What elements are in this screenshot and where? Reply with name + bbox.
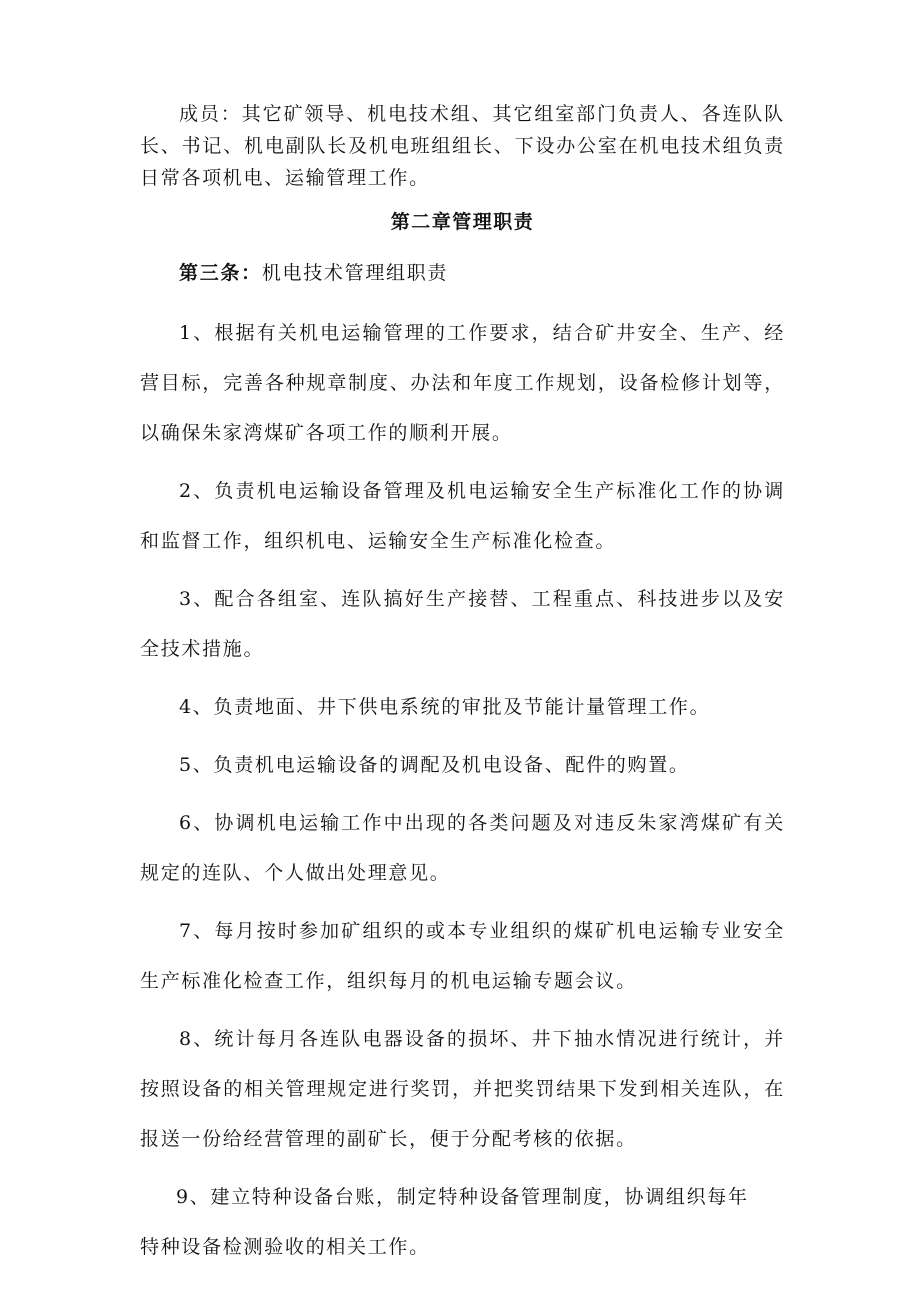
list-item: 2、负责机电运输设备管理及机电运输安全生产标准化工作的协调和监督工作，组织机电、运输安全生产标准化检查。 — [140, 480, 785, 552]
list-item-9-line-1: 9、建立特种设备台账，制定特种设备管理制度，协调组织每年 — [176, 1186, 749, 1208]
list-item-9-line-2: 特种设备检测验收的相关工作。 — [140, 1236, 430, 1258]
list-item: 8、统计每月各连队电器设备的损坏、井下抽水情况进行统计，并按照设备的相关管理规定进行奖罚，并把奖罚结果下发到相关连队，在报送一份给经营管理的副矿长，便于分配考核的依据。 — [140, 1028, 785, 1150]
article-label: 第三条： — [179, 262, 262, 284]
list-item: 3、配合各组室、连队搞好生产接替、工程重点、科技进步以及安全技术措施。 — [140, 588, 785, 660]
list-item: 7、每月按时参加矿组织的或本专业组织的煤矿机电运输专业安全生产标准化检查工作，组织每月的机电运输专题会议。 — [140, 920, 785, 992]
chapter-title: 第二章管理职责 — [390, 211, 535, 233]
article-heading — [140, 248, 785, 298]
list-item: 1、根据有关机电运输管理的工作要求，结合矿井安全、生产、经营目标，完善各种规章制度、办法和年度工作规划，设备检修计划等，以确保朱家湾煤矿各项工作的顺利开展。 — [140, 322, 785, 444]
article-title: 机电技术管理组职责 — [261, 262, 449, 284]
members-paragraph: 成员：其它矿领导、机电技术组、其它组室部门负责人、各连队队长、书记、机电副队长及机电班组组长、下设办公室在机电技术组负责日常各项机电、运输管理工作。 — [140, 103, 785, 189]
list-item: 6、协调机电运输工作中出现的各类问题及对违反朱家湾煤矿有关规定的连队、个人做出处理意见。 — [140, 812, 785, 884]
list-item: 5、负责机电运输设备的调配及机电设备、配件的购置。 — [179, 754, 690, 776]
document-page — [140, 98, 785, 1272]
list-item: 4、负责地面、井下供电系统的审批及节能计量管理工作。 — [179, 696, 711, 718]
